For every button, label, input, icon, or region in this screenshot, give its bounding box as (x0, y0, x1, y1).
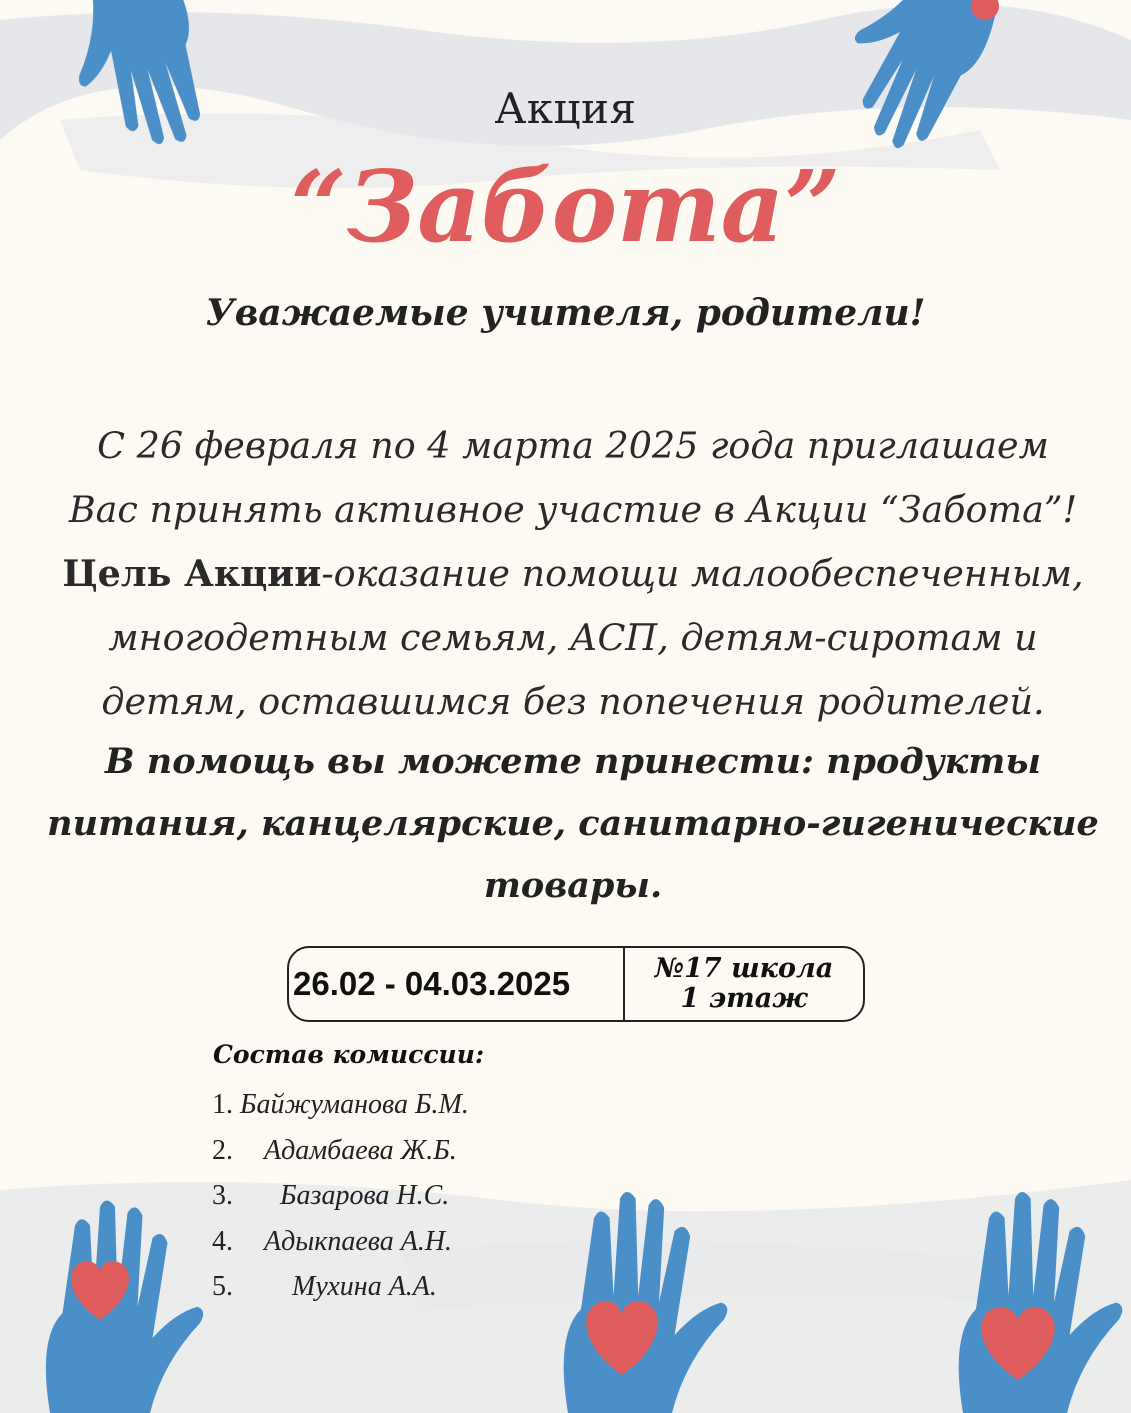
list-number: 1. (212, 1089, 233, 1120)
goal-text-1: -оказание помощи малообеспеченным, (321, 552, 1084, 595)
help-text (18, 731, 1128, 917)
invitation-line-1: С 26 февраля по 4 марта 2025 года приглашаем (97, 424, 1049, 467)
list-item (212, 1082, 612, 1128)
invitation-text (18, 414, 1128, 734)
commission-title: Состав комиссии: (213, 1040, 485, 1069)
commission-list (212, 1082, 612, 1310)
invitation-line-2: Вас принять активное участие в Акции “Забота”! (68, 488, 1078, 531)
dates: 26.02 - 04.03.2025 (289, 948, 625, 1020)
list-number: 5. (212, 1271, 233, 1302)
member-name: Адыкпаева А.Н. (264, 1225, 453, 1257)
list-item (212, 1173, 612, 1219)
list-number: 2. (212, 1134, 233, 1166)
member-name: Байжуманова Б.М. (240, 1089, 469, 1120)
member-name: Мухина А.А. (292, 1271, 437, 1302)
list-number: 4. (212, 1225, 233, 1257)
page-title: “Забота” (290, 150, 841, 265)
goal-line (18, 542, 1128, 606)
info-box (287, 946, 865, 1022)
help-line-1: В помощь вы можете принести: продукты (105, 741, 1041, 782)
list-item (212, 1128, 612, 1174)
help-line-3: товары. (483, 865, 663, 906)
location (625, 948, 863, 1020)
greeting: Уважаемые учителя, родители! (205, 292, 926, 334)
goal-text-2: многодетным семьям, АСП, детям-сиротам и (108, 616, 1038, 659)
floor: 1 этаж (680, 983, 808, 1014)
list-item (212, 1219, 612, 1265)
list-item (212, 1264, 612, 1310)
member-name: Адамбаева Ж.Б. (264, 1134, 457, 1166)
member-name: Базарова Н.С. (280, 1180, 450, 1211)
subtitle: Акция (494, 84, 637, 133)
help-line-2: питания, канцелярские, санитарно-гигенические (47, 803, 1099, 844)
goal-label: Цель Акции (62, 552, 322, 595)
list-number: 3. (212, 1180, 233, 1211)
school: №17 школа (654, 953, 834, 984)
goal-text-3: детям, оставшимся без попечения родителей. (101, 680, 1045, 723)
